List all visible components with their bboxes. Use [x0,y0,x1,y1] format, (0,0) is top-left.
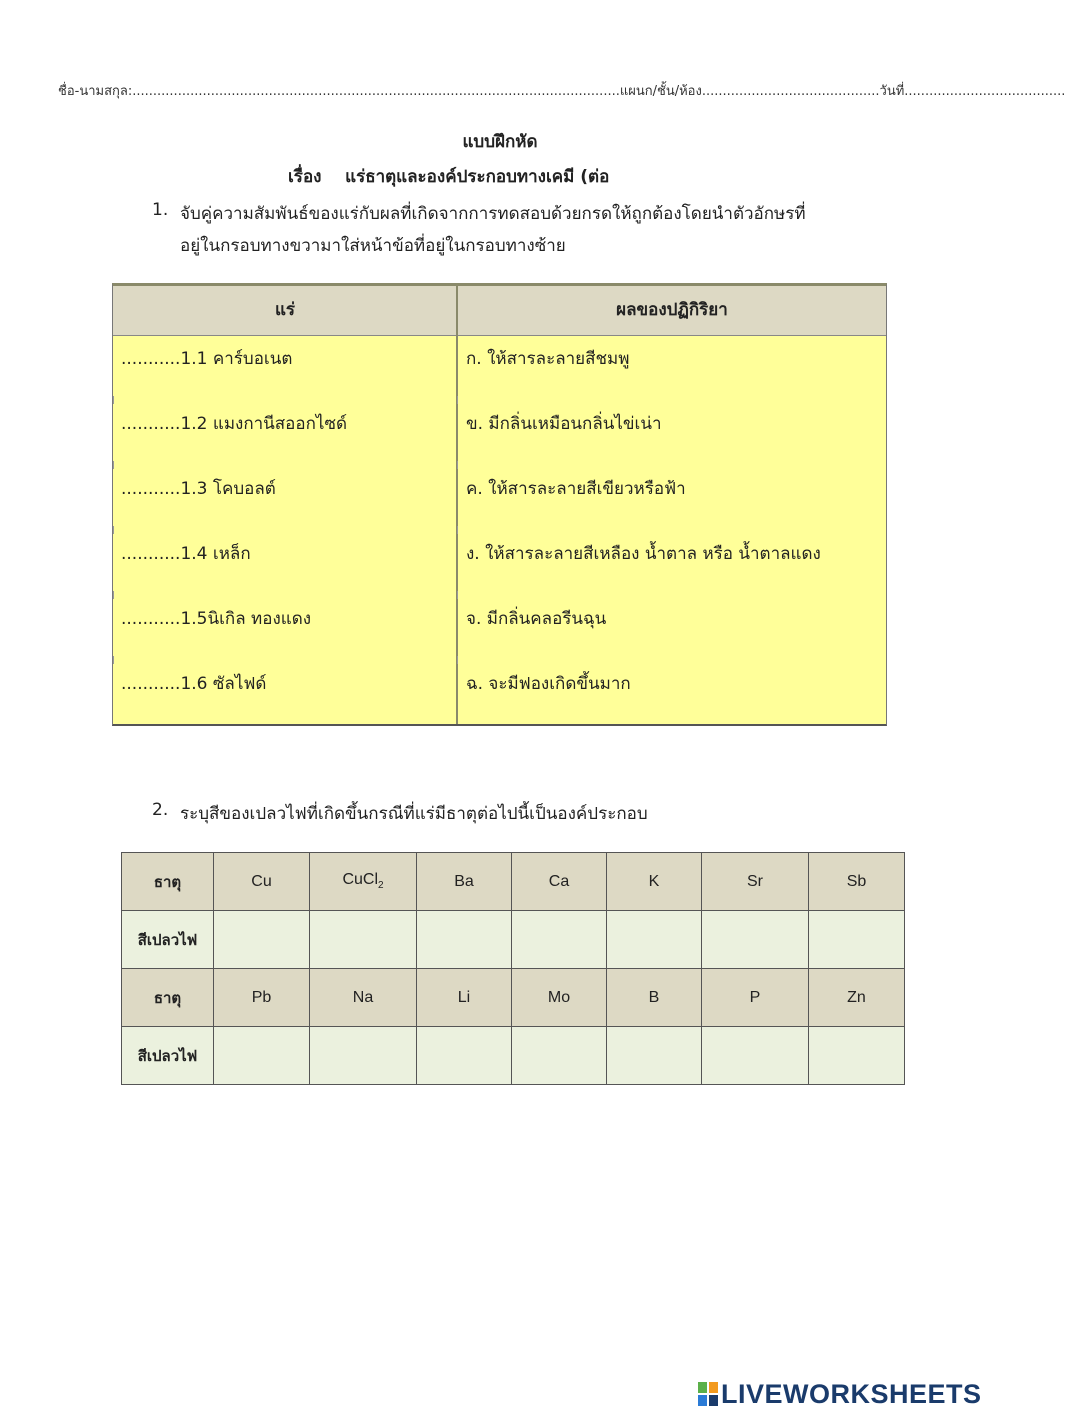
mineral-1-1[interactable]: ...........1.1 คาร์บอเนต [121,349,293,369]
element-sb: Sb [809,853,905,911]
question-2-text: ระบุสีของเปลวไฟที่เกิดขึ้นกรณีที่แร่มีธาตุต่อไปนี้เป็นองค์ประกอบ [180,804,648,824]
element-cucl2 [310,853,417,911]
match-row [113,400,886,465]
element-b: B [607,969,702,1027]
result-ko: ก. ให้สารละลายสีชมพู [466,349,630,369]
answer-cell[interactable] [512,1027,607,1085]
row-tick [457,591,458,599]
element-ca: Ca [512,853,607,911]
row-tick [457,526,458,534]
answer-cell[interactable] [310,1027,417,1085]
answer-cell[interactable] [809,911,905,969]
question-1-number: 1. [152,200,169,220]
match-row [113,595,886,660]
element-li: Li [417,969,512,1027]
mineral-1-3[interactable]: ...........1.3 โคบอลต์ [121,479,276,499]
flame-color-label: สีเปลวไฟ [122,1027,214,1085]
answer-cell[interactable] [702,1027,809,1085]
row-tick [113,591,114,599]
mineral-1-2[interactable]: ...........1.2 แมงกานีสออกไซด์ [121,414,348,434]
row-tick [457,656,458,664]
result-kho: ข. มีกลิ่นเหมือนกลิ่นไข่เน่า [466,414,662,434]
match-row [113,530,886,595]
element-pb: Pb [214,969,310,1027]
question-1-text-line1: จับคู่ความสัมพันธ์ของแร่กับผลที่เกิดจากการทดสอบด้วยกรดให้ถูกต้องโดยนำตัวอักษรที่ [180,204,806,224]
answer-cell[interactable] [607,911,702,969]
element-label: ธาตุ [122,969,214,1027]
student-info-line [58,80,1065,101]
mineral-1-5[interactable]: ...........1.5นิเกิล ทองแดง [121,609,312,629]
cucl-subscript: 2 [378,880,384,892]
mineral-1-4[interactable]: ...........1.4 เหล็ก [121,544,251,564]
element-row-1 [122,853,905,911]
row-tick [113,656,114,664]
matching-table [112,283,887,726]
row-tick [457,461,458,469]
answer-cell[interactable] [512,911,607,969]
element-row-2 [122,969,905,1027]
match-row [113,465,886,530]
result-chho: ฉ. จะมีฟองเกิดขึ้นมาก [466,674,631,694]
element-sr: Sr [702,853,809,911]
dept-blank[interactable]: ........................................... [701,84,880,99]
logo-text: LIVEWORKSHEETS [721,1379,982,1409]
answer-cell[interactable] [214,911,310,969]
name-blank[interactable]: ...................................................................................................................... [132,84,620,99]
cucl-text: CuCl [342,871,378,889]
answer-cell[interactable] [310,911,417,969]
flame-color-row-1 [122,911,905,969]
flame-color-table [121,852,905,1085]
mineral-1-6[interactable]: ...........1.6 ซัลไฟด์ [121,674,267,694]
page-subtitle: เรื่อง แร่ธาตุและองค์ประกอบทางเคมี (ต่อ [288,167,610,187]
header-reaction-result: ผลของปฏิกิริยา [616,300,728,320]
answer-cell[interactable] [702,911,809,969]
dept-label: แผนก/ชั้น/ห้อง [619,84,702,99]
page-title: แบบฝึกหัด [462,132,538,152]
date-label: วันที่ [879,84,905,99]
row-tick [113,396,114,404]
element-k: K [607,853,702,911]
result-ngo: ง. ให้สารละลายสีเหลือง น้ำตาล หรือ น้ำตาลแดง [466,544,821,564]
element-cu: Cu [214,853,310,911]
element-na: Na [310,969,417,1027]
match-row [113,335,886,400]
name-label: ชื่อ-นามสกุล: [58,84,133,99]
result-kho-khwai: ค. ให้สารละลายสีเขียวหรือฟ้า [466,479,686,499]
row-tick [113,461,114,469]
answer-cell[interactable] [607,1027,702,1085]
logo-mark-icon [697,1381,719,1407]
element-p: P [702,969,809,1027]
result-cho: จ. มีกลิ่นคลอรีนฉุน [466,609,607,629]
match-row [113,660,886,725]
element-mo: Mo [512,969,607,1027]
answer-cell[interactable] [214,1027,310,1085]
row-tick [457,396,458,404]
answer-cell[interactable] [417,911,512,969]
flame-color-label: สีเปลวไฟ [122,911,214,969]
element-zn: Zn [809,969,905,1027]
row-tick [113,526,114,534]
question-1-text-line2: อยู่ในกรอบทางขวามาใส่หน้าข้อที่อยู่ในกรอบทางซ้าย [180,236,566,256]
answer-cell[interactable] [417,1027,512,1085]
element-ba: Ba [417,853,512,911]
flame-color-row-2 [122,1027,905,1085]
matching-table-header [113,286,886,336]
header-mineral: แร่ [274,300,296,320]
answer-cell[interactable] [809,1027,905,1085]
question-2-number: 2. [152,800,169,820]
date-blank[interactable]: ....................................... [904,84,1065,99]
element-label: ธาตุ [122,853,214,911]
